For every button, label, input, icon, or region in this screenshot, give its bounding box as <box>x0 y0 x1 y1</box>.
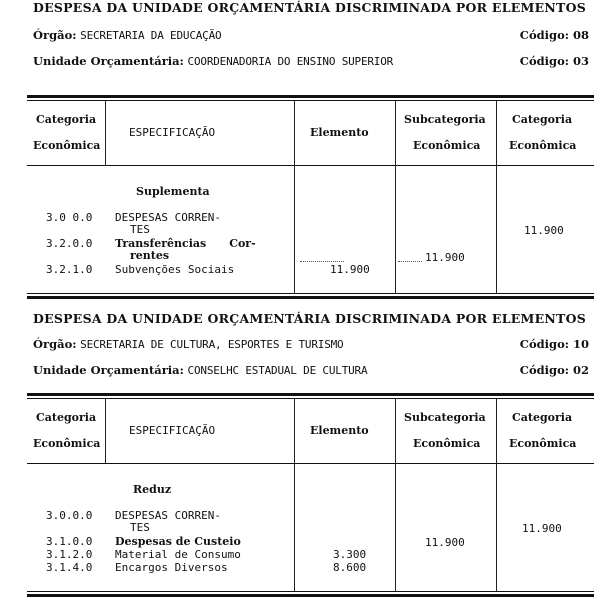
orgao-value: SECRETARIA DE CULTURA, ESPORTES E TURISMO <box>80 338 344 351</box>
table2-row3-code: 3.1.2.0 <box>46 548 93 561</box>
table1-top-rule-thin <box>27 100 594 101</box>
unidade-code: Código: 02 <box>519 363 589 377</box>
table1-heading: Suplementa <box>136 185 210 198</box>
th-subcategoria-line2: Econômica <box>413 437 481 450</box>
table2-top-rule-thin <box>27 398 594 399</box>
th-elemento: Elemento <box>310 424 369 437</box>
th-categoria-line2: Econômica <box>33 139 101 152</box>
table1-row2-spec1: Transferências Cor- <box>115 237 256 250</box>
table2-heading: Reduz <box>133 483 172 496</box>
th-subcategoria-line1: Subcategoria <box>404 411 486 424</box>
th-categoria2-line1: Categoria <box>512 411 573 424</box>
table1-row2-spec2: rentes <box>130 249 170 262</box>
th-especificacao: ESPECIFICAÇÃO <box>129 424 216 437</box>
section1-unidade-line <box>33 54 589 68</box>
table2-top-rule <box>27 393 594 396</box>
table1-bottom-rule <box>27 296 594 299</box>
th-categoria-line2: Econômica <box>33 437 101 450</box>
th-elemento: Elemento <box>310 126 369 139</box>
section2-title: DESPESA DA UNIDADE ORÇAMENTÁRIA DISCRIMINADA POR ELEMENTOS <box>33 311 587 326</box>
unidade-label: Unidade Orçamentária: <box>33 363 184 377</box>
table1-row1-spec2: TES <box>130 223 150 236</box>
table2-row1-code: 3.0.0.0 <box>46 509 93 522</box>
table2-vline-4 <box>496 399 497 591</box>
table2-categoria-value: 11.900 <box>522 522 562 535</box>
table1-row3-code: 3.2.1.0 <box>46 263 93 276</box>
table2-vline-1 <box>105 399 106 463</box>
table2-row3-elemento: 3.300 <box>333 548 367 561</box>
th-especificacao: ESPECIFICAÇÃO <box>129 126 216 139</box>
table2-row3-spec1: Material de Consumo <box>115 548 241 561</box>
section1-title: DESPESA DA UNIDADE ORÇAMENTÁRIA DISCRIMINADA POR ELEMENTOS <box>33 0 587 15</box>
table1-vline-3 <box>395 101 396 293</box>
section2-unidade-line <box>33 363 589 377</box>
table2-row1-spec1: DESPESAS CORREN- <box>115 509 221 522</box>
table1-vline-1 <box>105 101 106 165</box>
th-categoria2-line2: Econômica <box>509 437 577 450</box>
table2-row4-spec1: Encargos Diversos <box>115 561 228 574</box>
table1-leader-dots-elem <box>300 261 344 262</box>
table2-vline-2 <box>294 399 295 591</box>
th-subcategoria-line1: Subcategoria <box>404 113 486 126</box>
table1-elemento-value: 11.900 <box>330 263 370 276</box>
table2-subcategoria-value: 11.900 <box>425 536 465 549</box>
table2-row4-elemento: 8.600 <box>333 561 367 574</box>
table1-categoria-value: 11.900 <box>524 224 564 237</box>
table1-subcategoria-value: 11.900 <box>425 251 465 264</box>
orgao-label: Órgão: <box>33 28 77 42</box>
table1-vline-4 <box>496 101 497 293</box>
th-categoria2-line1: Categoria <box>512 113 573 126</box>
th-categoria2-line2: Econômica <box>509 139 577 152</box>
unidade-value: CONSELHC ESTADUAL DE CULTURA <box>187 364 368 377</box>
table1-bottom-rule-thin <box>27 293 594 294</box>
orgao-value: SECRETARIA DA EDUCAÇÃO <box>80 29 222 42</box>
th-categoria-line1: Categoria <box>36 113 97 126</box>
table1-top-rule <box>27 95 594 98</box>
table2-row4-code: 3.1.4.0 <box>46 561 93 574</box>
table2-bottom-rule <box>27 594 594 597</box>
th-subcategoria-line2: Econômica <box>413 139 481 152</box>
table1-header-divider <box>27 165 594 166</box>
unidade-code: Código: 03 <box>519 54 589 68</box>
orgao-code: Código: 08 <box>519 28 589 42</box>
orgao-label: Órgão: <box>33 337 77 351</box>
table2-row2-code: 3.1.0.0 <box>46 535 93 548</box>
table2-row1-spec2: TES <box>130 521 150 534</box>
table2-bottom-rule-thin <box>27 591 594 592</box>
table1-vline-2 <box>294 101 295 293</box>
table2-vline-3 <box>395 399 396 591</box>
table1-row1-spec1: DESPESAS CORREN- <box>115 211 221 224</box>
unidade-label: Unidade Orçamentária: <box>33 54 184 68</box>
section2-orgao-line <box>33 337 589 351</box>
table1-row1-code: 3.0 0.0 <box>46 211 93 224</box>
table1-row3-spec1: Subvenções Sociais <box>115 263 235 276</box>
section1-orgao-line <box>33 28 589 42</box>
th-categoria-line1: Categoria <box>36 411 97 424</box>
orgao-code: Código: 10 <box>519 337 589 351</box>
table1-leader-dots-sub <box>398 261 422 262</box>
table2-row2-spec1: Despesas de Custeio <box>115 535 241 548</box>
unidade-value: COORDENADORIA DO ENSINO SUPERIOR <box>187 55 394 68</box>
table1-row2-code: 3.2.0.0 <box>46 237 93 250</box>
table2-header-divider <box>27 463 594 464</box>
